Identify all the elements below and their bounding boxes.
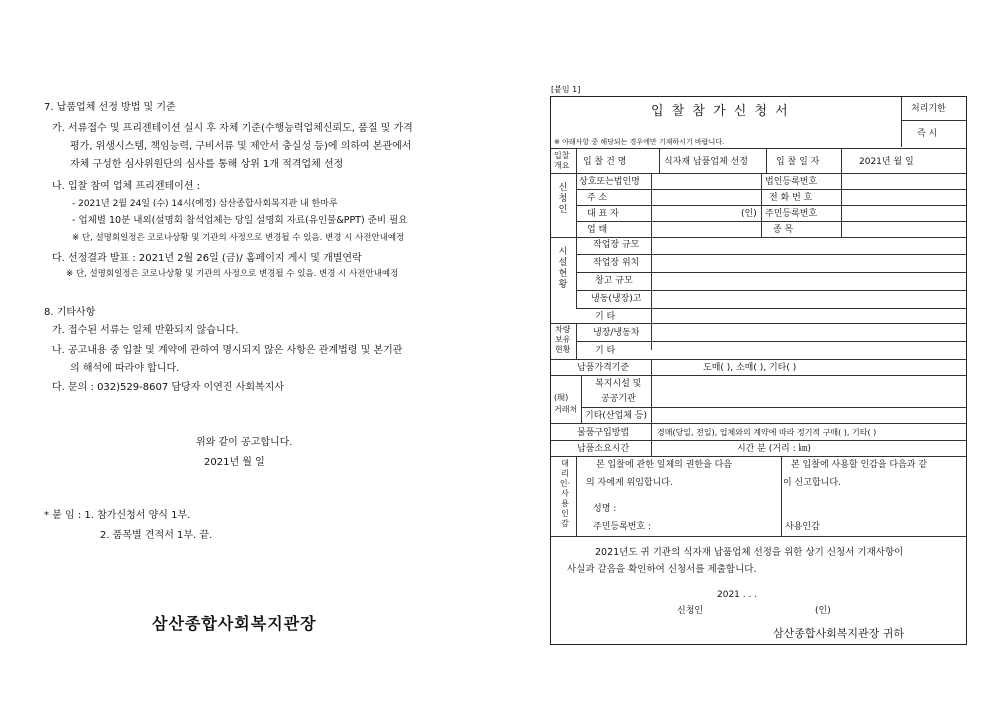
section-8-na-line-2: 의 해석에 따라야 합니다. [70,363,180,374]
delivery-time-label: 납품소요시간 [577,444,630,454]
bid-overview-head-2: 개요 [554,161,570,170]
application-form [550,96,967,645]
section-7-ga-line-2: 평가, 위생시스템, 책임능력, 구비서류 및 제안서 충실성 등)에 의하여 본관에서 [70,141,412,152]
reference-other-label: 기타(산업체 등) [585,411,648,421]
bid-date-label: 입 찰 일 자 [776,157,820,167]
section-7-ga-line-3: 자체 구성한 심사위원단의 심사를 통해 상위 1개 적격업체 선정 [70,159,344,170]
form-tag: [붙임 1] [551,85,581,94]
bid-name-value: 식자재 납품업체 선정 [664,157,748,167]
item-type-label: 종 목 [773,225,794,235]
price-basis-label: 납품가격기준 [577,363,630,373]
section-7-na-line-1: - 2021년 2월 24일 (수) 14시(예정) 삼산종합사회복지관 내 한마루 [72,199,338,209]
reference-head-2: 거래처 [554,405,578,414]
purchase-method-label: 물품구입방법 [577,428,630,438]
section-8-na-line-1: 나. 공고내용 중 입찰 및 계약에 관하여 명시되지 않은 사항은 관계법령 및 본기관 [52,345,403,356]
vehicle-etc-label: 기 타 [595,346,616,356]
reference-welfare-label-1: 복지시설 및 [595,379,642,389]
notice-text: 위와 같이 공고합니다. [196,437,293,448]
vehicle-fridge-car-label: 냉장/냉동차 [593,328,640,338]
seal-text-1: 본 입찰에 사용할 인감을 다음과 같 [791,460,928,470]
addressee: 삼산종합사회복지관장 귀하 [773,627,905,640]
facility-location-label: 작업장 위치 [593,258,640,268]
seal-text-2: 이 신고합니다. [783,478,841,488]
price-basis-value: 도매( ), 소매( ), 기타( ) [703,363,797,373]
bid-overview-head-1: 입찰 [554,151,570,160]
delivery-time-value: 시간 분 (거리 : ㎞) [737,444,811,454]
section-8-da: 다. 문의 : 032)529-8607 담당자 이연진 사회복지사 [52,382,284,393]
attachment-2: 2. 품목별 견적서 1부. 끝. [100,530,213,541]
applicant-sign-label: 신청인 [677,606,704,616]
address-label: 주 소 [587,193,608,203]
ceo-seal: (인) [741,209,757,219]
processing-period-label: 처리기한 [911,104,946,114]
facility-etc-label: 기 타 [595,312,616,322]
company-name-label: 상호또는법인명 [579,177,640,187]
agent-id-label: 주민등록번호 : [593,522,652,532]
declaration-line-1: 2021년도 귀 기관의 식자재 납품업체 선정을 위한 상기 신청서 기재사항이 [595,547,904,558]
section-7-na-note: ※ 단, 설명회일정은 코로나상황 및 기관의 사정으로 변경될 수 있음. 변경 시 사전안내예정 [72,233,405,243]
applicant-head: 신청인 [558,183,568,215]
vehicle-head-3: 현황 [555,345,571,354]
purchase-method-value: 경매(당일, 전일), 업체와의 계약에 따라 정기적 구매( ), 기타( ) [657,428,877,437]
facility-warehouse-label: 창고 규모 [595,276,633,286]
section-7-da-note: ※ 단, 설명회일정은 코로나상황 및 기관의 사정으로 변경될 수 있음. 변경 시 사전안내예정 [66,269,399,279]
phone-label: 전 화 번 호 [769,193,813,203]
attachment-1: * 붙 임 : 1. 참가신청서 양식 1부. [44,510,191,521]
section-7-da: 다. 선정결과 발표 : 2021년 2월 26일 (금)/ 홈페이지 게시 및 개별연락 [52,253,362,264]
ceo-label: 대 표 자 [587,209,619,219]
business-type-label: 업 태 [587,225,608,235]
resident-number-label: 주민등록번호 [765,209,818,219]
seal-label: 사용인감 [785,522,820,532]
bid-date-value: 2021년 월 일 [859,157,914,167]
section-8-title: 8. 기타사항 [44,307,96,318]
form-note: ※ 아래사항 중 해당되는 경우에만 기재하시기 바랍니다. [554,138,725,146]
section-7-na: 나. 입찰 참여 업체 프리젠테이션 : [52,181,201,192]
declaration-line-2: 사실과 같음을 확인하여 신청서를 제출합니다. [567,564,757,575]
agent-name-label: 성명 : [593,504,617,514]
section-7-na-line-2: - 업체별 10분 내외(설명회 참석업체는 당일 설명회 자료(유인물&PPT) 준비 필요 [72,215,408,226]
section-8-ga: 가. 접수된 서류는 일체 반환되지 않습니다. [52,325,239,336]
vehicle-head-1: 차량 [555,325,571,334]
agent-text-1: 본 입찰에 관한 일체의 권한을 다음 [596,460,733,470]
vehicle-head-2: 보유 [555,335,571,344]
reference-welfare-label-2: 공공기관 [601,394,636,404]
reference-head-1: (現) [554,393,569,402]
facility-workshop-label: 작업장 규모 [593,240,640,250]
agent-text-2: 의 자에게 위임합니다. [586,478,673,488]
form-title: 입 찰 참 가 신 청 서 [651,104,790,119]
facility-fridge-label: 냉동(냉장)고 [591,294,642,304]
organization-name: 삼산종합사회복지관장 [152,614,317,633]
notice-date: 2021년 월 일 [204,457,265,468]
section-7-ga-line-1: 가. 서류접수 및 프리젠테이션 실시 후 자체 기준(수행능력업체신뢰도, 품질 및 가격 [52,123,413,134]
bid-name-label: 입 찰 건 명 [583,157,627,167]
processing-period-value: 즉 시 [917,129,938,139]
agent-head: 대리인·사용인감 [559,459,571,528]
section-7-title: 7. 납품업체 선정 방법 및 기준 [44,102,176,113]
corp-number-label: 법인등록번호 [765,177,818,187]
declaration-date: 2021 . . . [717,590,758,600]
facility-head: 시설현황 [558,247,568,290]
applicant-seal: (인) [815,606,831,616]
